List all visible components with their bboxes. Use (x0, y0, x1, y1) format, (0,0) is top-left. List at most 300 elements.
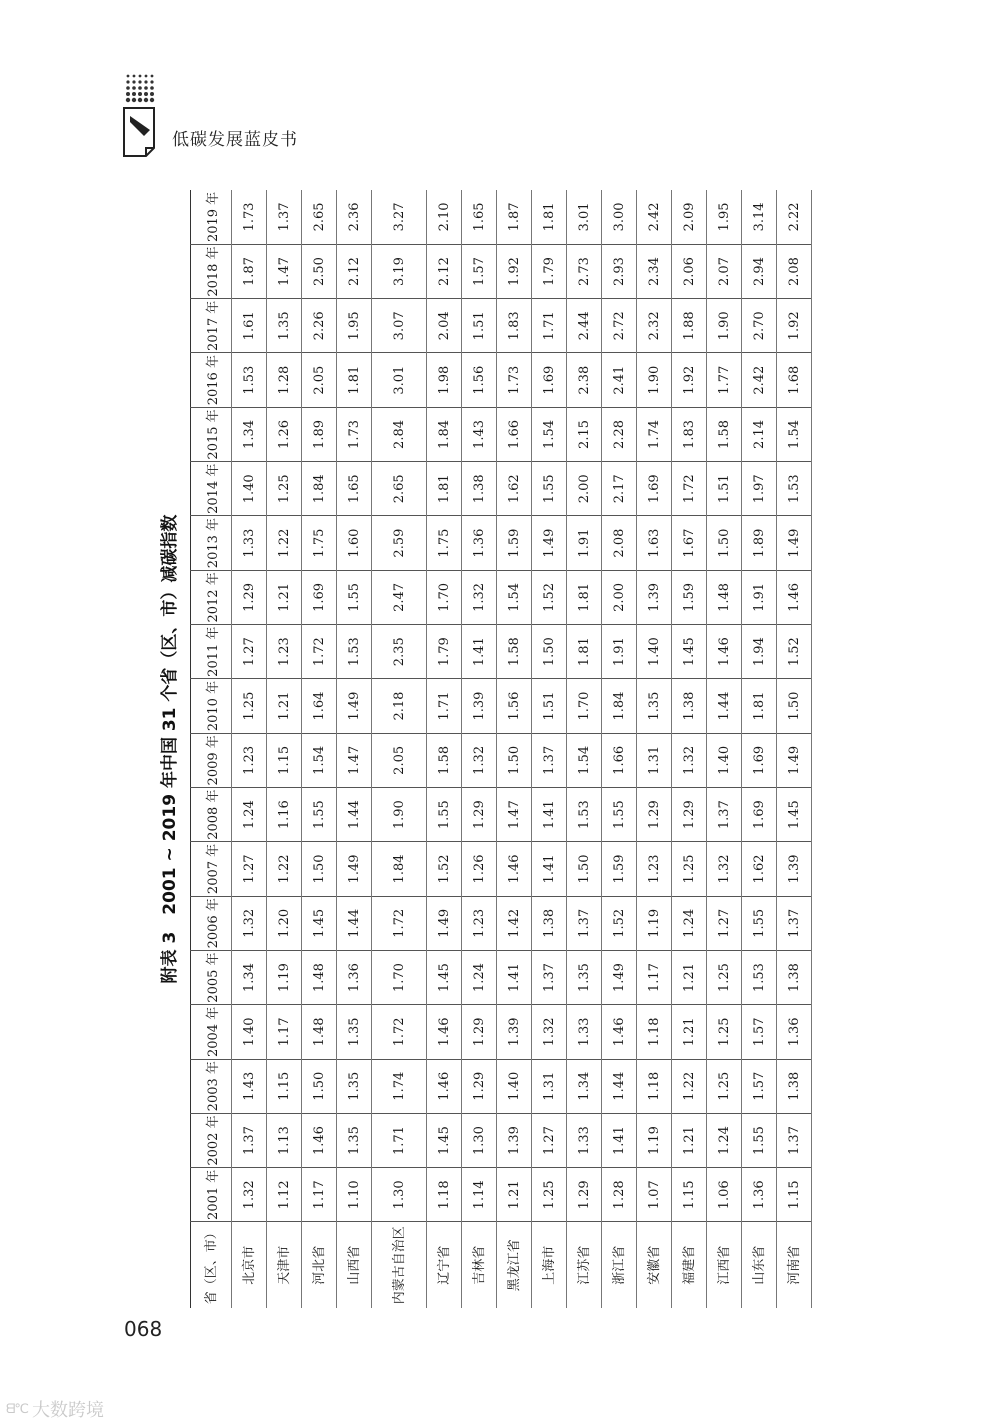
value-cell: 1.25 (232, 679, 267, 733)
year-column-header: 2016 年 (191, 353, 232, 407)
value-cell: 1.84 (427, 407, 462, 461)
value-cell: 1.35 (267, 299, 302, 353)
year-column-header: 2006 年 (191, 896, 232, 950)
region-name-cell: 山东省 (742, 1222, 777, 1308)
value-cell: 1.36 (742, 1168, 777, 1222)
value-cell: 2.05 (372, 733, 427, 787)
value-cell: 2.65 (302, 190, 337, 244)
value-cell: 1.26 (462, 842, 497, 896)
value-cell: 1.47 (497, 788, 532, 842)
value-cell: 3.01 (567, 190, 602, 244)
table-row (302, 190, 337, 1308)
region-name-cell: 北京市 (232, 1222, 267, 1308)
value-cell: 1.35 (337, 1113, 372, 1167)
year-column-header: 2017 年 (191, 299, 232, 353)
value-cell: 2.70 (742, 299, 777, 353)
value-cell: 1.45 (302, 896, 337, 950)
value-cell: 1.32 (232, 1168, 267, 1222)
region-name-cell: 黑龙江省 (497, 1222, 532, 1308)
value-cell: 1.97 (742, 462, 777, 516)
value-cell: 1.73 (232, 190, 267, 244)
value-cell: 1.49 (427, 896, 462, 950)
value-cell: 1.57 (742, 1059, 777, 1113)
year-column-header: 2010 年 (191, 679, 232, 733)
value-cell: 3.14 (742, 190, 777, 244)
value-cell: 1.53 (337, 625, 372, 679)
value-cell: 1.37 (532, 733, 567, 787)
value-cell: 1.20 (267, 896, 302, 950)
table-title: 附表 3 2001 ~ 2019 年中国 31 个省（区、市）减碳指数 (160, 514, 180, 984)
value-cell: 1.29 (637, 788, 672, 842)
watermark-logo-icon: ᗺ℃ (6, 1401, 28, 1417)
value-cell: 1.32 (532, 1005, 567, 1059)
value-cell: 1.23 (267, 625, 302, 679)
value-cell: 1.21 (672, 950, 707, 1004)
value-cell: 1.52 (427, 842, 462, 896)
value-cell: 1.75 (302, 516, 337, 570)
rotated-table-block (150, 190, 850, 1308)
value-cell: 1.14 (462, 1168, 497, 1222)
value-cell: 1.83 (497, 299, 532, 353)
region-name-cell: 浙江省 (602, 1222, 637, 1308)
value-cell: 1.52 (532, 570, 567, 624)
value-cell: 1.38 (532, 896, 567, 950)
value-cell: 1.95 (337, 299, 372, 353)
value-cell: 1.21 (267, 570, 302, 624)
value-cell: 1.84 (602, 679, 637, 733)
value-cell: 1.90 (707, 299, 742, 353)
year-column-header: 2015 年 (191, 407, 232, 461)
value-cell: 1.29 (462, 1059, 497, 1113)
value-cell: 1.39 (777, 842, 812, 896)
value-cell: 1.21 (672, 1113, 707, 1167)
value-cell: 1.38 (462, 462, 497, 516)
value-cell: 1.88 (672, 299, 707, 353)
value-cell: 1.49 (337, 679, 372, 733)
value-cell: 1.27 (532, 1113, 567, 1167)
value-cell: 1.51 (532, 679, 567, 733)
value-cell: 1.69 (637, 462, 672, 516)
value-cell: 1.37 (777, 896, 812, 950)
value-cell: 1.50 (532, 625, 567, 679)
value-cell: 1.66 (497, 407, 532, 461)
value-cell: 1.34 (232, 950, 267, 1004)
table-row (462, 190, 497, 1308)
value-cell: 1.50 (707, 516, 742, 570)
value-cell: 1.34 (232, 407, 267, 461)
value-cell: 1.24 (707, 1113, 742, 1167)
value-cell: 1.50 (777, 679, 812, 733)
value-cell: 1.25 (707, 1059, 742, 1113)
value-cell: 1.15 (777, 1168, 812, 1222)
value-cell: 1.70 (372, 950, 427, 1004)
region-name-cell: 江苏省 (567, 1222, 602, 1308)
value-cell: 1.44 (337, 896, 372, 950)
value-cell: 1.18 (637, 1005, 672, 1059)
value-cell: 1.15 (267, 733, 302, 787)
value-cell: 1.39 (462, 679, 497, 733)
value-cell: 1.73 (337, 407, 372, 461)
region-name-cell: 福建省 (672, 1222, 707, 1308)
value-cell: 1.77 (707, 353, 742, 407)
value-cell: 1.50 (302, 1059, 337, 1113)
region-name-cell: 江西省 (707, 1222, 742, 1308)
value-cell: 2.59 (372, 516, 427, 570)
value-cell: 1.79 (427, 625, 462, 679)
page-number: 068 (124, 1317, 163, 1341)
value-cell: 1.28 (602, 1168, 637, 1222)
value-cell: 1.45 (427, 950, 462, 1004)
value-cell: 1.26 (267, 407, 302, 461)
value-cell: 1.83 (672, 407, 707, 461)
table-row (672, 190, 707, 1308)
value-cell: 1.54 (497, 570, 532, 624)
value-cell: 1.37 (567, 896, 602, 950)
value-cell: 2.65 (372, 462, 427, 516)
value-cell: 1.37 (707, 788, 742, 842)
value-cell: 1.49 (337, 842, 372, 896)
value-cell: 1.54 (777, 407, 812, 461)
value-cell: 1.37 (532, 950, 567, 1004)
year-column-header: 2018 年 (191, 244, 232, 298)
value-cell: 1.58 (427, 733, 462, 787)
value-cell: 1.33 (567, 1005, 602, 1059)
value-cell: 2.50 (302, 244, 337, 298)
value-cell: 1.50 (302, 842, 337, 896)
value-cell: 1.64 (302, 679, 337, 733)
value-cell: 2.41 (602, 353, 637, 407)
value-cell: 1.71 (532, 299, 567, 353)
value-cell: 3.27 (372, 190, 427, 244)
value-cell: 1.32 (462, 733, 497, 787)
value-cell: 1.30 (462, 1113, 497, 1167)
table-row (497, 190, 532, 1308)
value-cell: 1.06 (707, 1168, 742, 1222)
value-cell: 1.50 (497, 733, 532, 787)
value-cell: 1.41 (532, 842, 567, 896)
value-cell: 1.25 (532, 1168, 567, 1222)
value-cell: 2.36 (337, 190, 372, 244)
value-cell: 1.55 (532, 462, 567, 516)
value-cell: 1.46 (302, 1113, 337, 1167)
value-cell: 1.22 (267, 516, 302, 570)
table-row (532, 190, 567, 1308)
table-header-row (191, 190, 232, 1308)
value-cell: 1.31 (637, 733, 672, 787)
value-cell: 1.70 (567, 679, 602, 733)
value-cell: 1.15 (672, 1168, 707, 1222)
value-cell: 2.73 (567, 244, 602, 298)
value-cell: 1.81 (337, 353, 372, 407)
table-row (637, 190, 672, 1308)
value-cell: 1.29 (672, 788, 707, 842)
value-cell: 1.24 (462, 950, 497, 1004)
value-cell: 2.38 (567, 353, 602, 407)
region-name-cell: 山西省 (337, 1222, 372, 1308)
value-cell: 1.84 (302, 462, 337, 516)
value-cell: 1.46 (427, 1005, 462, 1059)
value-cell: 1.89 (302, 407, 337, 461)
value-cell: 1.46 (427, 1059, 462, 1113)
value-cell: 1.81 (567, 625, 602, 679)
value-cell: 1.21 (497, 1168, 532, 1222)
value-cell: 1.59 (602, 842, 637, 896)
value-cell: 2.07 (707, 244, 742, 298)
value-cell: 1.38 (672, 679, 707, 733)
value-cell: 1.55 (742, 896, 777, 950)
value-cell: 1.63 (637, 516, 672, 570)
region-name-cell: 吉林省 (462, 1222, 497, 1308)
value-cell: 1.57 (462, 244, 497, 298)
value-cell: 1.54 (302, 733, 337, 787)
value-cell: 1.46 (602, 1005, 637, 1059)
region-name-cell: 安徽省 (637, 1222, 672, 1308)
value-cell: 1.98 (427, 353, 462, 407)
value-cell: 1.41 (462, 625, 497, 679)
value-cell: 1.27 (707, 896, 742, 950)
value-cell: 1.17 (637, 950, 672, 1004)
value-cell: 1.53 (777, 462, 812, 516)
value-cell: 1.69 (532, 353, 567, 407)
value-cell: 1.72 (672, 462, 707, 516)
value-cell: 1.40 (707, 733, 742, 787)
value-cell: 3.19 (372, 244, 427, 298)
value-cell: 1.46 (497, 842, 532, 896)
year-column-header: 2014 年 (191, 462, 232, 516)
value-cell: 2.00 (602, 570, 637, 624)
region-name-cell: 河北省 (302, 1222, 337, 1308)
value-cell: 1.45 (427, 1113, 462, 1167)
value-cell: 1.22 (672, 1059, 707, 1113)
table-row (427, 190, 462, 1308)
value-cell: 1.51 (707, 462, 742, 516)
value-cell: 1.61 (232, 299, 267, 353)
value-cell: 1.49 (777, 733, 812, 787)
value-cell: 1.29 (567, 1168, 602, 1222)
value-cell: 2.84 (372, 407, 427, 461)
region-name-cell: 辽宁省 (427, 1222, 462, 1308)
value-cell: 1.50 (567, 842, 602, 896)
value-cell: 1.69 (742, 788, 777, 842)
value-cell: 1.60 (337, 516, 372, 570)
value-cell: 1.81 (742, 679, 777, 733)
value-cell: 1.90 (372, 788, 427, 842)
table-row (777, 190, 812, 1308)
value-cell: 2.15 (567, 407, 602, 461)
value-cell: 3.07 (372, 299, 427, 353)
value-cell: 2.06 (672, 244, 707, 298)
value-cell: 1.44 (602, 1059, 637, 1113)
value-cell: 1.68 (777, 353, 812, 407)
value-cell: 1.28 (267, 353, 302, 407)
value-cell: 1.43 (232, 1059, 267, 1113)
value-cell: 1.21 (267, 679, 302, 733)
value-cell: 1.72 (372, 1005, 427, 1059)
value-cell: 1.32 (707, 842, 742, 896)
value-cell: 1.92 (777, 299, 812, 353)
value-cell: 1.29 (232, 570, 267, 624)
value-cell: 1.40 (232, 1005, 267, 1059)
value-cell: 1.48 (707, 570, 742, 624)
value-cell: 1.79 (532, 244, 567, 298)
value-cell: 2.26 (302, 299, 337, 353)
value-cell: 1.37 (232, 1113, 267, 1167)
year-column-header: 2019 年 (191, 190, 232, 244)
value-cell: 2.18 (372, 679, 427, 733)
value-cell: 1.24 (672, 896, 707, 950)
series-title: 低碳发展蓝皮书 (172, 130, 298, 150)
value-cell: 1.42 (497, 896, 532, 950)
value-cell: 1.81 (567, 570, 602, 624)
year-column-header: 2007 年 (191, 842, 232, 896)
year-column-header: 2003 年 (191, 1059, 232, 1113)
value-cell: 1.10 (337, 1168, 372, 1222)
value-cell: 1.13 (267, 1113, 302, 1167)
year-column-header: 2008 年 (191, 788, 232, 842)
value-cell: 1.32 (232, 896, 267, 950)
value-cell: 1.46 (777, 570, 812, 624)
value-cell: 1.47 (267, 244, 302, 298)
value-cell: 1.27 (232, 842, 267, 896)
value-cell: 1.69 (302, 570, 337, 624)
value-cell: 1.38 (777, 1059, 812, 1113)
value-cell: 1.90 (637, 353, 672, 407)
value-cell: 1.17 (267, 1005, 302, 1059)
value-cell: 1.47 (337, 733, 372, 787)
value-cell: 2.10 (427, 190, 462, 244)
value-cell: 1.84 (372, 842, 427, 896)
value-cell: 1.34 (567, 1059, 602, 1113)
value-cell: 1.73 (497, 353, 532, 407)
value-cell: 1.41 (532, 788, 567, 842)
value-cell: 1.39 (497, 1005, 532, 1059)
year-column-header: 2001 年 (191, 1168, 232, 1222)
value-cell: 1.65 (337, 462, 372, 516)
value-cell: 1.58 (497, 625, 532, 679)
value-cell: 2.32 (637, 299, 672, 353)
value-cell: 1.23 (232, 733, 267, 787)
year-column-header: 2004 年 (191, 1005, 232, 1059)
value-cell: 1.72 (302, 625, 337, 679)
value-cell: 1.74 (637, 407, 672, 461)
table-row (707, 190, 742, 1308)
value-cell: 1.07 (637, 1168, 672, 1222)
value-cell: 1.31 (532, 1059, 567, 1113)
value-cell: 1.62 (497, 462, 532, 516)
value-cell: 1.32 (672, 733, 707, 787)
value-cell: 2.28 (602, 407, 637, 461)
value-cell: 2.12 (427, 244, 462, 298)
value-cell: 1.49 (602, 950, 637, 1004)
year-column-header: 2012 年 (191, 570, 232, 624)
table-row (232, 190, 267, 1308)
value-cell: 1.36 (337, 950, 372, 1004)
value-cell: 1.51 (462, 299, 497, 353)
value-cell: 2.22 (777, 190, 812, 244)
value-cell: 1.33 (567, 1113, 602, 1167)
value-cell: 1.49 (777, 516, 812, 570)
value-cell: 1.41 (602, 1113, 637, 1167)
value-cell: 2.04 (427, 299, 462, 353)
book-logo-icon (120, 72, 166, 164)
value-cell: 1.48 (302, 950, 337, 1004)
value-cell: 1.44 (337, 788, 372, 842)
value-cell: 2.47 (372, 570, 427, 624)
region-name-cell: 内蒙古自治区 (372, 1222, 427, 1308)
value-cell: 1.44 (707, 679, 742, 733)
table-row (742, 190, 777, 1308)
value-cell: 1.17 (302, 1168, 337, 1222)
value-cell: 1.30 (372, 1168, 427, 1222)
value-cell: 2.93 (602, 244, 637, 298)
value-cell: 1.12 (267, 1168, 302, 1222)
value-cell: 1.35 (567, 950, 602, 1004)
year-column-header: 2002 年 (191, 1113, 232, 1167)
value-cell: 1.56 (462, 353, 497, 407)
value-cell: 2.44 (567, 299, 602, 353)
table-row (602, 190, 637, 1308)
value-cell: 1.71 (372, 1113, 427, 1167)
value-cell: 1.87 (232, 244, 267, 298)
value-cell: 1.59 (672, 570, 707, 624)
value-cell: 1.33 (232, 516, 267, 570)
value-cell: 1.53 (567, 788, 602, 842)
value-cell: 1.38 (777, 950, 812, 1004)
region-name-cell: 天津市 (267, 1222, 302, 1308)
value-cell: 1.40 (637, 625, 672, 679)
table-row (567, 190, 602, 1308)
data-table (190, 190, 812, 1308)
value-cell: 1.53 (742, 950, 777, 1004)
region-name-cell: 上海市 (532, 1222, 567, 1308)
value-cell: 1.19 (267, 950, 302, 1004)
value-cell: 2.94 (742, 244, 777, 298)
value-cell: 2.08 (602, 516, 637, 570)
value-cell: 3.01 (372, 353, 427, 407)
value-cell: 1.39 (497, 1113, 532, 1167)
value-cell: 2.35 (372, 625, 427, 679)
value-cell: 1.27 (232, 625, 267, 679)
value-cell: 1.92 (672, 353, 707, 407)
value-cell: 1.23 (462, 896, 497, 950)
value-cell: 1.62 (742, 842, 777, 896)
value-cell: 1.49 (532, 516, 567, 570)
value-cell: 1.35 (337, 1005, 372, 1059)
value-cell: 1.37 (267, 190, 302, 244)
value-cell: 1.25 (267, 462, 302, 516)
value-cell: 2.42 (637, 190, 672, 244)
value-cell: 1.40 (232, 462, 267, 516)
value-cell: 1.58 (707, 407, 742, 461)
value-cell: 1.19 (637, 1113, 672, 1167)
value-cell: 2.14 (742, 407, 777, 461)
value-cell: 3.00 (602, 190, 637, 244)
table-body (232, 190, 812, 1308)
value-cell: 1.46 (707, 625, 742, 679)
value-cell: 1.65 (462, 190, 497, 244)
value-cell: 1.37 (777, 1113, 812, 1167)
value-cell: 2.09 (672, 190, 707, 244)
value-cell: 1.21 (672, 1005, 707, 1059)
value-cell: 1.74 (372, 1059, 427, 1113)
value-cell: 1.43 (462, 407, 497, 461)
value-cell: 1.16 (267, 788, 302, 842)
value-cell: 1.48 (302, 1005, 337, 1059)
year-column-header: 2013 年 (191, 516, 232, 570)
value-cell: 1.41 (497, 950, 532, 1004)
value-cell: 1.25 (707, 950, 742, 1004)
value-cell: 1.70 (427, 570, 462, 624)
